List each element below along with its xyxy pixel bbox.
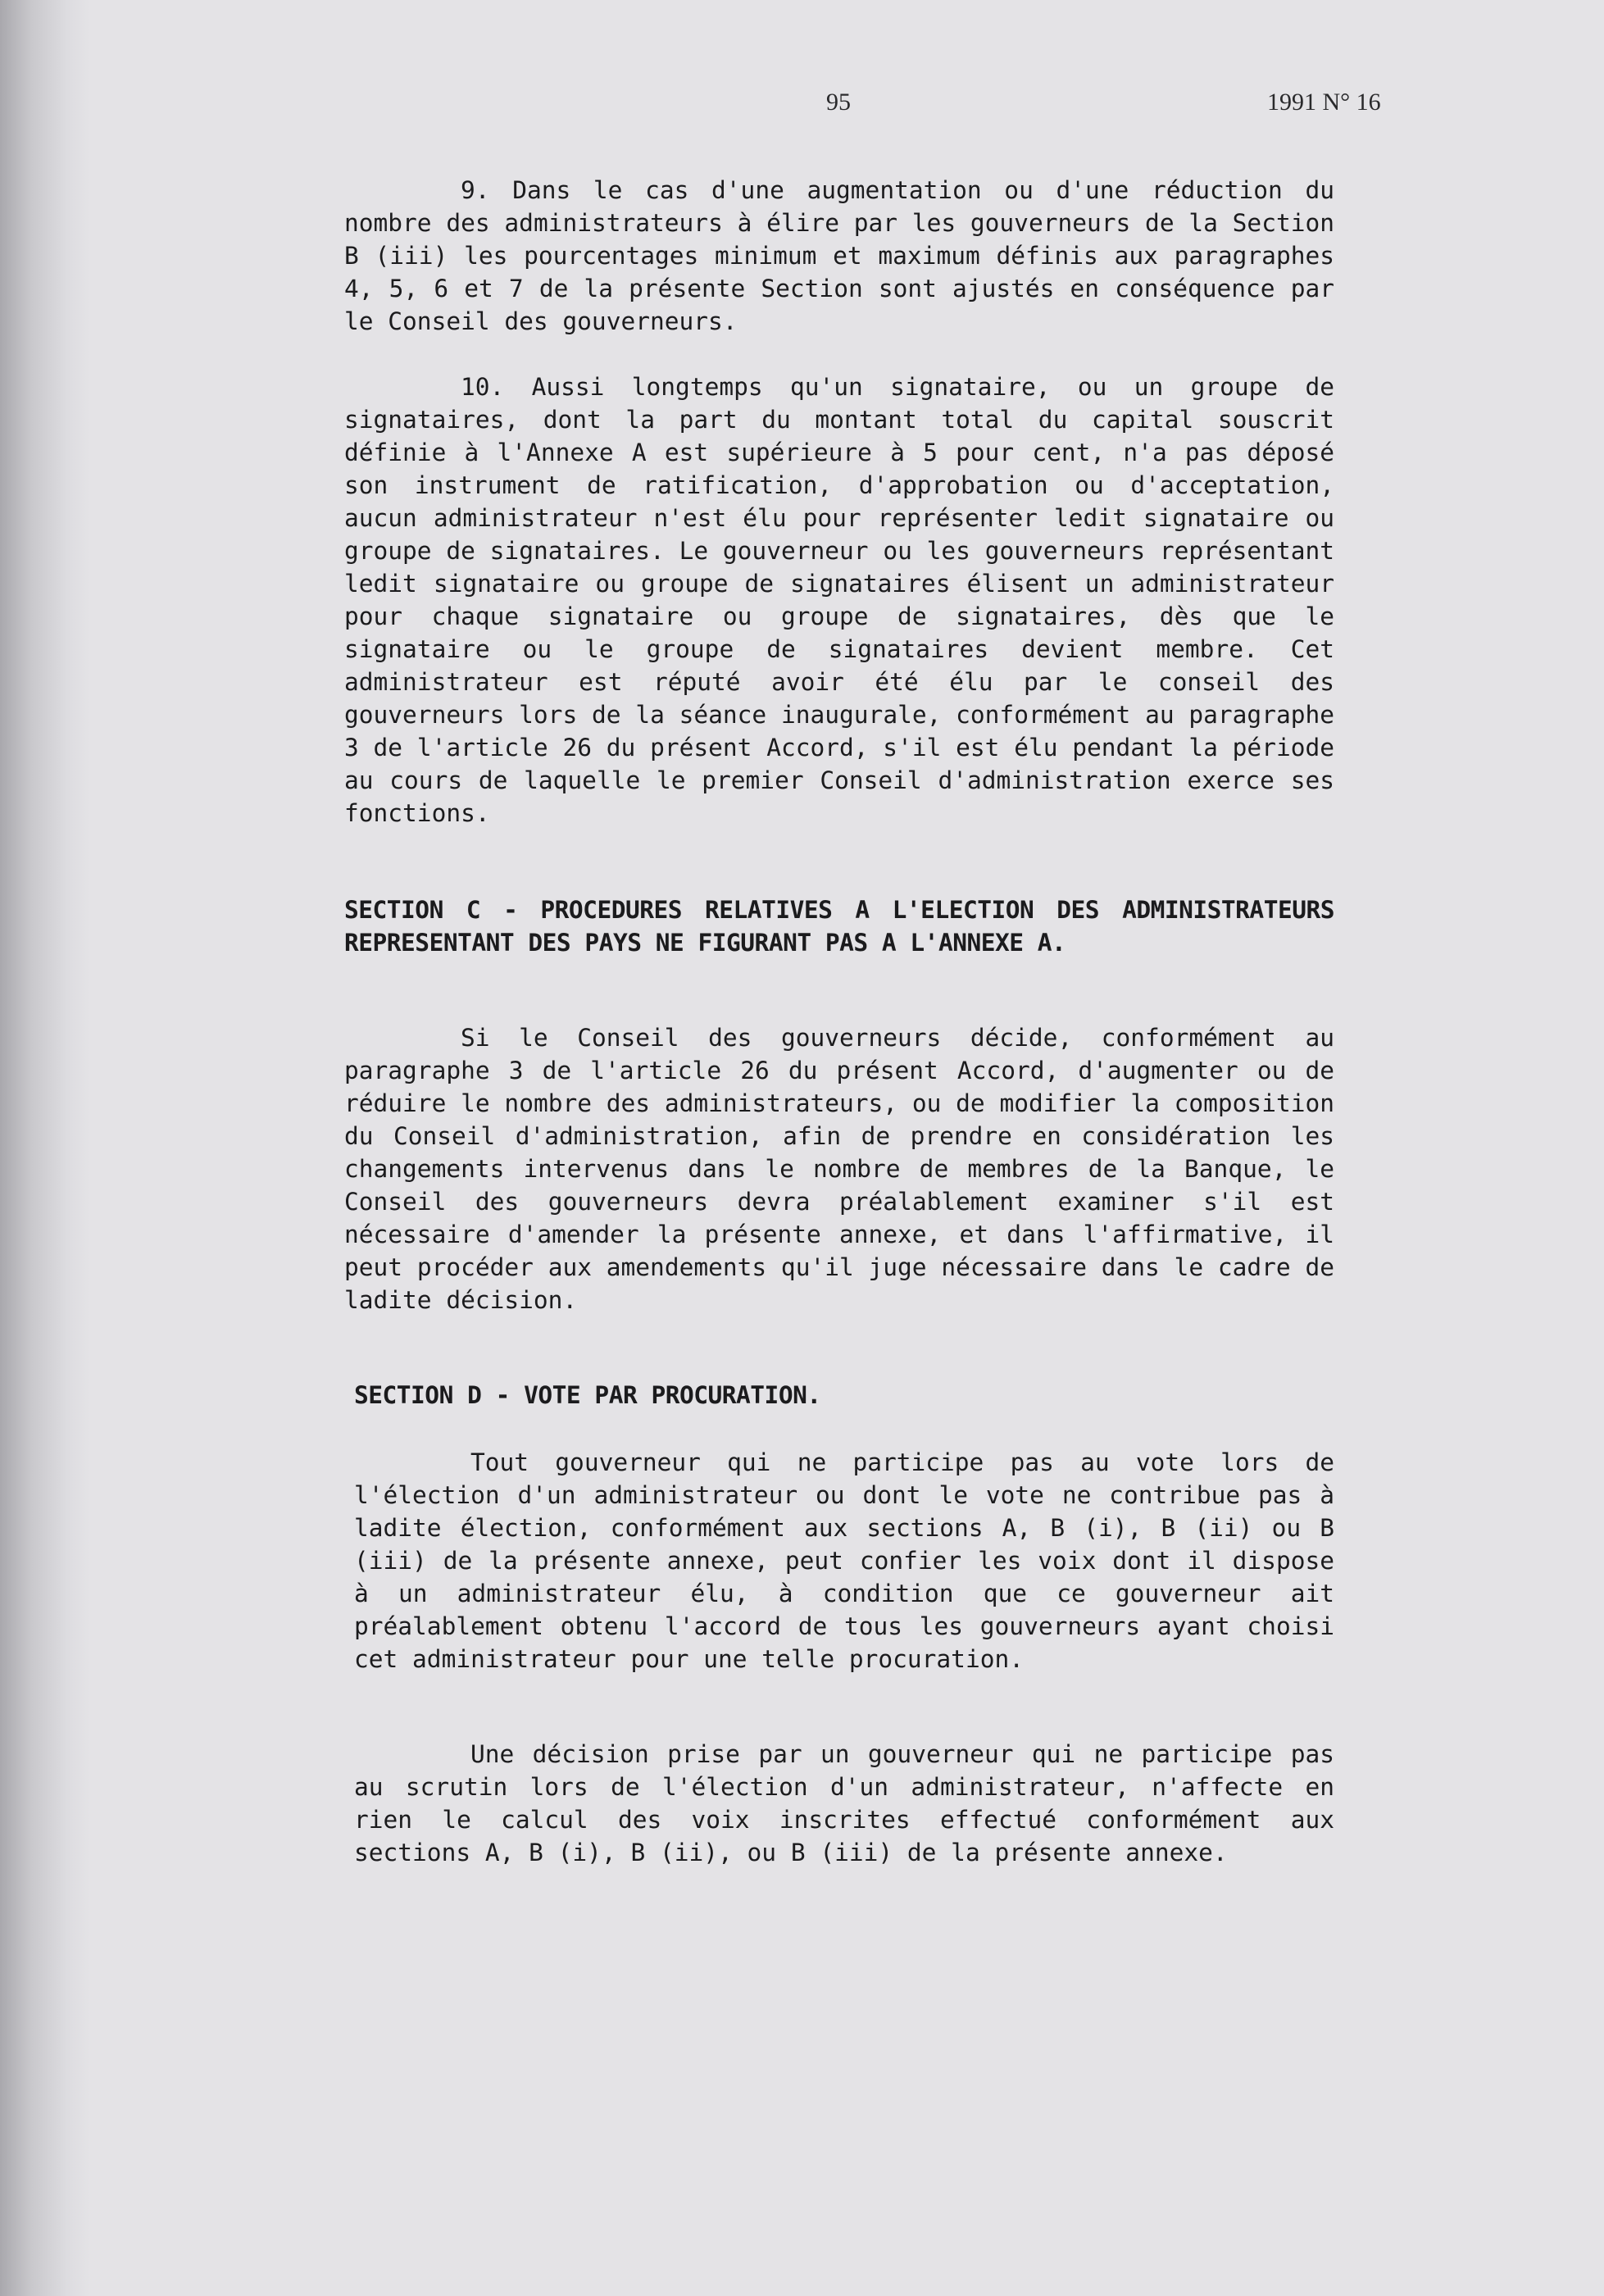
- paragraph-10: 10. Aussi longtemps qu'un signataire, ou un groupe de signataires, dont la part du montant total du capital souscrit définie à l'Annexe A est supérieure à 5 pour cent, n'a pas déposé son instrument de ratification, d'approbation ou d'acceptation, aucun administrateur n'est élu pour représenter ledit signataire ou groupe de signataires. Le gouverneur ou les gouverneurs représentant ledit signataire ou groupe de signataires élisent un administrateur pour chaque signataire ou groupe de signataires, dès que le signataire ou le groupe de signataires devient membre. Cet administrateur est réputé avoir été élu par le conseil des gouverneurs lors de la séance inaugurale, conformément au paragraphe 3 de l'article 26 du présent Accord, s'il est élu pendant la période au cours de laquelle le premier Conseil d'administration exerce ses fonctions.: [344, 373, 1334, 827]
- section-d-paragraph-1: Tout gouverneur qui ne participe pas au vote lors de l'élection d'un administrateur ou dont le vote ne contribue pas à ladite élection, conformément aux sections A, B (i), B (ii) ou B (iii) de la présente annexe, peut confier les voix dont il dispose à un administrateur élu, à condition que ce gouverneur ait préalablement obtenu l'accord de tous les gouverneurs ayant choisi cet administrateur pour une telle procuration.: [354, 1448, 1334, 1673]
- section-d-paragraph-2: Une décision prise par un gouverneur qui ne participe pas au scrutin lors de l'élection d'un administrateur, n'affecte en rien le calcul des voix inscrites effectué conformément aux sections A, B (i), B (ii), ou B (iii) de la présente annexe.: [354, 1740, 1334, 1866]
- section-d-heading: SECTION D - VOTE PAR PROCURATION.: [354, 1381, 821, 1409]
- section-c-text: Si le Conseil des gouverneurs décide, conformément au paragraphe 3 de l'article 26 du présent Accord, d'augmenter ou de réduire le nombre des administrateurs, ou de modifier la composition du Conseil d'administration, afin de prendre en considération les changements intervenus dans le nombre de membres de la Banque, le Conseil des gouverneurs devra préalablement examiner s'il est nécessaire d'amender la présente annexe, et dans l'affirmative, il peut procéder aux amendements qu'il juge nécessaire dans le cadre de ladite décision.: [344, 1024, 1334, 1314]
- journal-reference: 1991 N° 16: [1267, 89, 1381, 116]
- page-number: 95: [826, 89, 851, 116]
- section-c-heading: SECTION C - PROCEDURES RELATIVES A L'ELECTION DES ADMINISTRATEURS REPRESENTANT DES PAYS NE FIGURANT PAS A L'ANNEXE A.: [344, 896, 1334, 957]
- paragraph-9: 9. Dans le cas d'une augmentation ou d'une réduction du nombre des administrateurs à élire par les gouverneurs de la Section B (iii) les pourcentages minimum et maximum définis aux paragraphes 4, 5, 6 et 7 de la présente Section sont ajustés en conséquence par le Conseil des gouverneurs.: [344, 176, 1334, 335]
